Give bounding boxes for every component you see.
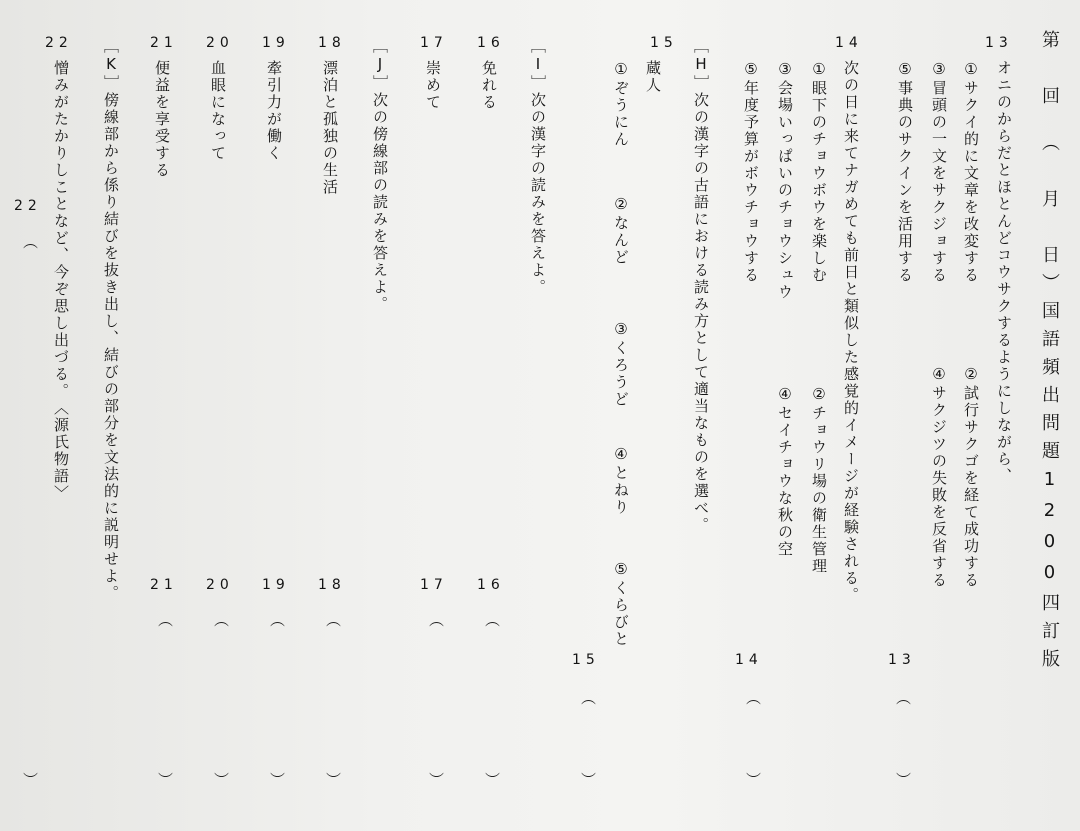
question-16-number: 16	[477, 35, 505, 51]
question-21-number: 21	[150, 35, 178, 51]
question-15-choice-3: ③くろうど	[612, 320, 630, 408]
answer-15-close: ）	[579, 772, 597, 789]
answer-20-open: （	[212, 612, 230, 629]
question-19-text: 牽引力が働く	[265, 60, 283, 162]
question-22-source: 〈源氏物語〉	[52, 400, 70, 502]
answer-21-close: ）	[156, 772, 174, 789]
answer-18-close: ）	[324, 772, 342, 789]
answer-16-close: ）	[483, 772, 501, 789]
answer-15-label: 15	[572, 652, 600, 668]
answer-14-close: ）	[744, 772, 762, 789]
answer-14-open: （	[744, 690, 762, 707]
answer-19-close: ）	[268, 772, 286, 789]
question-13-stem: オニのからだとほとんどコウサクするようにしながら、	[995, 60, 1013, 485]
question-14-number: 14	[835, 35, 863, 51]
answer-19-open: （	[268, 612, 286, 629]
question-22-text: 憎みがたかりしことなど、今ぞ思し出づる。	[52, 60, 70, 400]
question-15-word: 蔵人	[644, 60, 662, 94]
page-header: 第 回 （ 月 日）国語頻出問題1200四訂版	[1039, 30, 1060, 677]
section-h-instruction: ［H］次の漢字の古語における読み方として適当なものを選べ。	[692, 38, 710, 534]
answer-14-label: 14	[735, 652, 763, 668]
question-13-choice-3: ③冒頭の一文をサクジョする	[930, 60, 948, 284]
question-17-word: 崇めて	[424, 60, 442, 111]
section-j-instruction: ［J］次の傍線部の読みを答えよ。	[371, 38, 389, 313]
question-20-number: 20	[206, 35, 234, 51]
question-14-choice-2: ②チョウリ場の衛生管理	[810, 385, 828, 575]
question-15-choice-1: ①ぞうにん	[612, 60, 630, 148]
question-14-choice-5: ⑤年度予算がボウチョウする	[742, 60, 760, 284]
section-i-instruction: ［I］次の漢字の読みを答えよ。	[529, 38, 547, 296]
question-18-number: 18	[318, 35, 346, 51]
answer-21-open: （	[156, 612, 174, 629]
answer-21-label: 21	[150, 577, 178, 593]
answer-15-open: （	[579, 690, 597, 707]
answer-16-open: （	[483, 612, 501, 629]
question-13-choice-4: ④サクジツの失敗を反省する	[930, 365, 948, 589]
question-22-number: 22	[45, 35, 73, 51]
question-13-choice-2: ②試行サクゴを経て成功する	[962, 365, 980, 589]
question-18-text: 漂泊と孤独の生活	[321, 60, 339, 196]
question-19-number: 19	[262, 35, 290, 51]
question-15-choice-5: ⑤くらびと	[612, 560, 630, 648]
question-17-number: 17	[420, 35, 448, 51]
question-15-choice-2: ②なんど	[612, 195, 630, 266]
answer-18-open: （	[324, 612, 342, 629]
answer-20-close: ）	[212, 772, 230, 789]
question-16-word: 免れる	[480, 60, 498, 111]
answer-17-close: ）	[427, 772, 445, 789]
question-14-choice-4: ④セイチョウな秋の空	[776, 385, 794, 558]
question-15-number: 15	[650, 35, 678, 51]
answer-19-label: 19	[262, 577, 290, 593]
answer-16-label: 16	[477, 577, 505, 593]
answer-20-label: 20	[206, 577, 234, 593]
answer-13-label: 13	[888, 652, 916, 668]
question-13-number: 13	[985, 35, 1013, 51]
answer-22-label: 22	[14, 198, 42, 214]
answer-17-label: 17	[420, 577, 448, 593]
question-21-text: 便益を享受する	[153, 60, 171, 179]
question-13-choice-5: ⑤事典のサクインを活用する	[896, 60, 914, 284]
question-14-stem: 次の日に来てナガめても前日と類似した感覚的イメージが経験される。	[842, 60, 860, 604]
question-14-choice-1: ①眼下のチョウボウを楽しむ	[810, 60, 828, 284]
answer-22-close: ）	[21, 772, 39, 789]
question-14-choice-3: ③会場いっぱいのチョウシュウ	[776, 60, 794, 301]
answer-22-open: （	[21, 234, 39, 251]
answer-17-open: （	[427, 612, 445, 629]
question-20-text: 血眼になって	[209, 60, 227, 162]
answer-13-close: ）	[894, 772, 912, 789]
answer-13-open: （	[894, 690, 912, 707]
question-13-choice-1: ①サクイ的に文章を改変する	[962, 60, 980, 284]
answer-18-label: 18	[318, 577, 346, 593]
section-k-instruction: ［K］傍線部から係り結びを抜き出し、結びの部分を文法的に説明せよ。	[102, 38, 120, 602]
question-15-choice-4: ④とねり	[612, 445, 630, 516]
